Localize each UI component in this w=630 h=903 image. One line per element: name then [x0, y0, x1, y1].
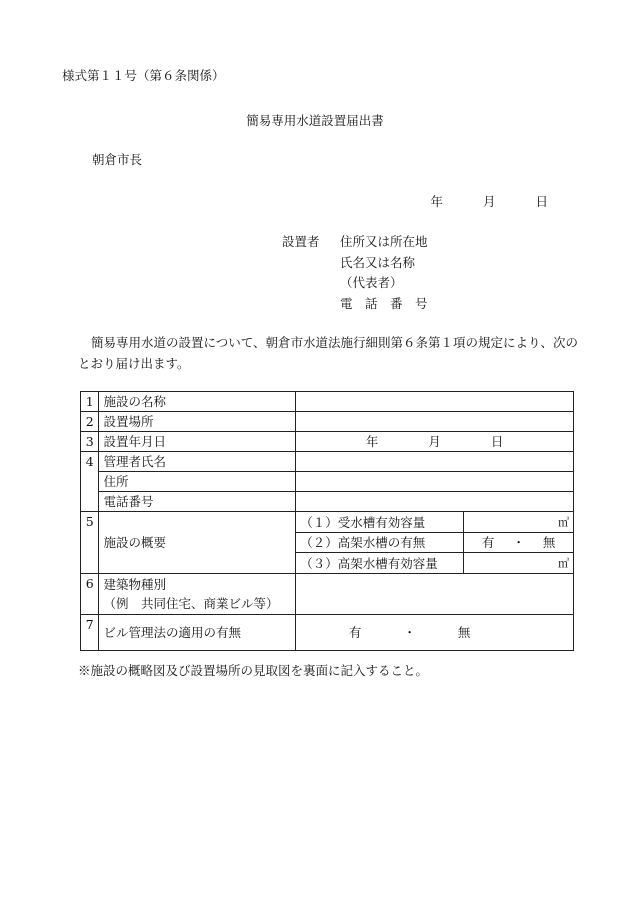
document-title: 簡易専用水道設置届出書 [246, 113, 384, 128]
unit-m3: ㎥ [558, 516, 569, 529]
applicant-role: 設置者 [282, 234, 320, 249]
form-number: 様式第１１号（第６条関係） [62, 68, 225, 83]
table-row [81, 452, 574, 472]
manager-address-field[interactable] [296, 472, 574, 492]
date-year: 年 [430, 194, 444, 209]
building-type-example: （例 共同住宅、商業ビル等） [103, 596, 279, 611]
option-yes[interactable]: 有 [348, 625, 362, 640]
row-label: 住所 [99, 472, 296, 492]
install-date-field[interactable] [296, 432, 574, 452]
table-row [81, 574, 574, 615]
install-year: 年 [365, 434, 379, 449]
row-number: 1 [81, 392, 99, 412]
unit-m3: ㎥ [558, 557, 569, 570]
row-label: 設置年月日 [99, 432, 296, 452]
table-row [81, 412, 574, 432]
row-number: 7 [81, 615, 99, 651]
applicant-block [282, 232, 428, 314]
sub-item-label: （２）高架水槽の有無 [296, 533, 464, 553]
building-type-field[interactable] [296, 574, 574, 615]
option-separator: ・ [403, 625, 416, 640]
body-text: 簡易専用水道の設置について、朝倉市水道法施行細則第６条第１項の規定により、次のとおり届け出ます。 [78, 335, 579, 371]
sub-item-label: （１）受水槽有効容量 [296, 512, 464, 533]
representative-label: （代表者） [340, 275, 403, 290]
row-number: 3 [81, 432, 99, 452]
row-number: 5 [81, 512, 99, 574]
date-day: 日 [535, 194, 548, 209]
option-no[interactable]: 無 [457, 625, 471, 640]
addressee: 朝倉市長 [92, 152, 143, 167]
date-month: 月 [483, 194, 496, 209]
row-label: 設置場所 [99, 412, 296, 432]
option-no[interactable]: 無 [542, 535, 556, 550]
row-number: 6 [81, 574, 99, 615]
install-day: 日 [490, 434, 504, 449]
table-row [81, 392, 574, 412]
table-row [81, 472, 574, 492]
receiving-tank-capacity-field[interactable] [464, 512, 574, 533]
facility-table [80, 391, 574, 651]
building-law-applicability-field[interactable] [296, 615, 574, 651]
building-type-label: 建築物種別 [103, 577, 166, 592]
table-row [81, 432, 574, 452]
footnote: ※施設の概略図及び設置場所の見取図を裏面に記入すること。 [78, 663, 429, 678]
sub-item-label: （３）高架水槽有効容量 [296, 553, 464, 574]
date-line [431, 192, 548, 210]
manager-name-field[interactable] [296, 452, 574, 472]
option-separator: ・ [512, 535, 525, 550]
table-row [81, 492, 574, 512]
phone-label: 電 話 番 号 [340, 295, 428, 311]
address-label: 住所又は所在地 [340, 234, 428, 249]
row-label: 施設の名称 [99, 392, 296, 412]
install-month: 月 [428, 434, 441, 449]
row-label: 電話番号 [99, 492, 296, 512]
elevated-tank-presence-field[interactable] [464, 533, 574, 553]
row-number: 4 [81, 452, 99, 512]
manager-phone-field[interactable] [296, 492, 574, 512]
name-label: 氏名又は名称 [340, 254, 416, 270]
option-yes[interactable]: 有 [481, 535, 495, 550]
row-label: 管理者氏名 [99, 452, 296, 472]
row-label: ビル管理法の適用の有無 [99, 615, 296, 651]
row-number: 2 [81, 412, 99, 432]
table-row [81, 512, 574, 533]
elevated-tank-capacity-field[interactable] [464, 553, 574, 574]
table-row [81, 615, 574, 651]
row-label [99, 574, 296, 615]
location-field[interactable] [296, 412, 574, 432]
row-label: 施設の概要 [99, 512, 296, 574]
facility-name-field[interactable] [296, 392, 574, 412]
